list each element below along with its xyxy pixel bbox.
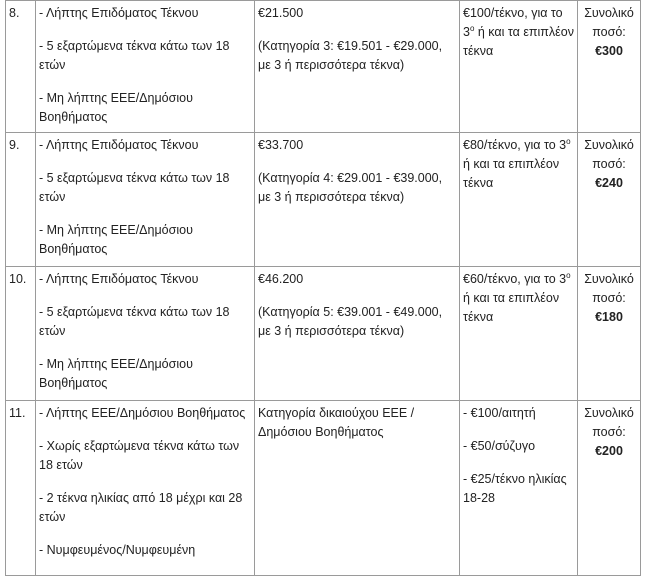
desc-line: - 5 εξαρτώμενα τέκνα κάτω των 18 ετών: [39, 305, 230, 338]
desc-line: - 5 εξαρτώμενα τέκνα κάτω των 18 ετών: [39, 171, 230, 204]
total-label: Συνολικό ποσό:: [584, 138, 634, 171]
total-value: €240: [595, 176, 623, 190]
total-amount: [578, 267, 641, 401]
total-amount: [578, 133, 641, 267]
row-number: 9.: [6, 133, 36, 267]
bonus-line: - €25/τέκνο ηλικίας 18-28: [463, 472, 567, 505]
total-amount: [578, 1, 641, 133]
desc-line: - 5 εξαρτώμενα τέκνα κάτω των 18 ετών: [39, 39, 230, 72]
desc-line: - Λήπτης ΕΕΕ/Δημόσιου Βοηθήματος: [39, 406, 246, 420]
row-number: 10.: [6, 267, 36, 401]
income-amount: [255, 1, 460, 133]
table-row: [6, 267, 641, 401]
income-amount: [255, 133, 460, 267]
beneficiary-description: [36, 133, 255, 267]
total-label: Συνολικό ποσό:: [584, 406, 634, 439]
total-amount: [578, 401, 641, 576]
desc-line: - Μη λήπτης ΕΕΕ/Δημόσιου Βοηθήματος: [39, 223, 193, 256]
benefits-table: [5, 0, 641, 576]
bonus-line: - €100/αιτητή: [463, 406, 536, 420]
total-label: Συνολικό ποσό:: [584, 272, 634, 305]
amount-value: €46.200: [258, 272, 304, 286]
desc-line: - 2 τέκνα ηλικίας από 18 μέχρι και 28 ετών: [39, 491, 243, 524]
beneficiary-description: [36, 267, 255, 401]
desc-line: - Χωρίς εξαρτώμενα τέκνα κάτω των 18 ετών: [39, 439, 240, 472]
income-amount: [255, 267, 460, 401]
beneficiary-description: [36, 401, 255, 576]
table-row: [6, 133, 641, 267]
amount-value: €21.500: [258, 6, 304, 20]
desc-line: - Μη λήπτης ΕΕΕ/Δημόσιου Βοηθήματος: [39, 91, 193, 124]
bonus-rate: €100/τέκνο, για το $3^o$ ή και τα επιπλέον τέκνα: [460, 1, 578, 133]
income-amount: [255, 401, 460, 576]
total-label: Συνολικό ποσό:: [584, 6, 634, 39]
desc-line: - Λήπτης Επιδόματος Τέκνου: [39, 272, 199, 286]
total-value: €200: [595, 444, 623, 458]
amount-value: €33.700: [258, 138, 304, 152]
desc-line: - Λήπτης Επιδόματος Τέκνου: [39, 138, 199, 152]
category-text: (Κατηγορία 4: €29.001 - €39.000, με 3 ή περισσότερα τέκνα): [258, 171, 443, 204]
row-number: 11.: [6, 401, 36, 576]
total-value: €300: [595, 44, 623, 58]
category-text: (Κατηγορία 3: €19.501 - €29.000, με 3 ή περισσότερα τέκνα): [258, 39, 443, 72]
bonus-rate: [460, 401, 578, 576]
table-row: [6, 401, 641, 576]
desc-line: - Νυμφευμένος/Νυμφευμένη: [39, 543, 196, 557]
category-text: (Κατηγορία 5: €39.001 - €49.000, με 3 ή περισσότερα τέκνα): [258, 305, 443, 338]
desc-line: - Μη λήπτης ΕΕΕ/Δημόσιου Βοηθήματος: [39, 357, 193, 390]
table-row: [6, 1, 641, 133]
desc-line: - Λήπτης Επιδόματος Τέκνου: [39, 6, 199, 20]
bonus-line: - €50/σύζυγο: [463, 439, 536, 453]
row-number: 8.: [6, 1, 36, 133]
bonus-rate: €80/τέκνο, για το $3^o$ ή και τα επιπλέον τέκνα: [460, 133, 578, 267]
category-text: Κατηγορία δικαιούχου ΕΕΕ / Δημόσιου Βοηθήματος: [258, 406, 415, 439]
total-value: €180: [595, 310, 623, 324]
beneficiary-description: [36, 1, 255, 133]
bonus-rate: €60/τέκνο, για το $3^o$ ή και τα επιπλέον τέκνα: [460, 267, 578, 401]
